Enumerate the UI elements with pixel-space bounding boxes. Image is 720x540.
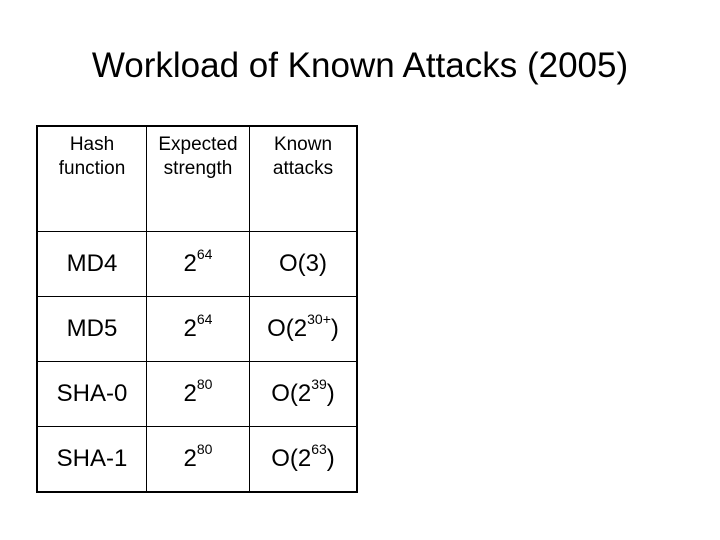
cell-hash: MD4 <box>37 232 147 297</box>
cell-hash: SHA-1 <box>37 427 147 493</box>
cell-strength <box>147 232 250 297</box>
cell-hash: SHA-0 <box>37 362 147 427</box>
table-row <box>37 232 357 297</box>
strength-base: 2 <box>183 380 197 407</box>
strength-exponent: 64 <box>196 311 213 327</box>
attack-text: ) <box>326 380 335 407</box>
header-hash-function <box>37 126 147 232</box>
strength-exponent: 80 <box>196 376 213 392</box>
table-row <box>37 427 357 493</box>
hash-table <box>36 125 358 493</box>
strength-base: 2 <box>183 445 197 472</box>
header-text: Known <box>273 134 333 155</box>
attack-text: O(3) <box>279 250 327 277</box>
table-header-row <box>37 126 357 232</box>
cell-strength <box>147 362 250 427</box>
cell-hash: MD5 <box>37 297 147 362</box>
attack-text: ) <box>330 315 339 342</box>
attack-exponent: 39 <box>311 376 327 392</box>
attack-text: ) <box>326 445 335 472</box>
cell-attack <box>250 427 358 493</box>
attack-exponent: 63 <box>311 441 327 457</box>
header-text: attacks <box>272 158 334 179</box>
table-row <box>37 297 357 362</box>
header-known-attacks <box>250 126 358 232</box>
strength-base: 2 <box>183 315 197 342</box>
cell-strength <box>147 297 250 362</box>
strength-base: 2 <box>183 250 197 277</box>
header-text: Hash <box>69 134 115 155</box>
cell-attack <box>250 362 358 427</box>
header-text: Expected <box>158 134 238 155</box>
page-title: Workload of Known Attacks (2005) <box>91 46 629 85</box>
strength-exponent: 80 <box>196 441 213 457</box>
strength-exponent: 64 <box>196 246 213 262</box>
cell-attack <box>250 297 358 362</box>
table-row <box>37 362 357 427</box>
attack-exponent: 30+ <box>307 311 331 327</box>
header-text: strength <box>163 158 233 179</box>
header-expected-strength <box>147 126 250 232</box>
attack-text: O(2 <box>271 380 312 407</box>
cell-attack <box>250 232 358 297</box>
header-text: function <box>58 158 126 179</box>
cell-strength <box>147 427 250 493</box>
attack-text: O(2 <box>267 315 308 342</box>
attack-text: O(2 <box>271 445 312 472</box>
